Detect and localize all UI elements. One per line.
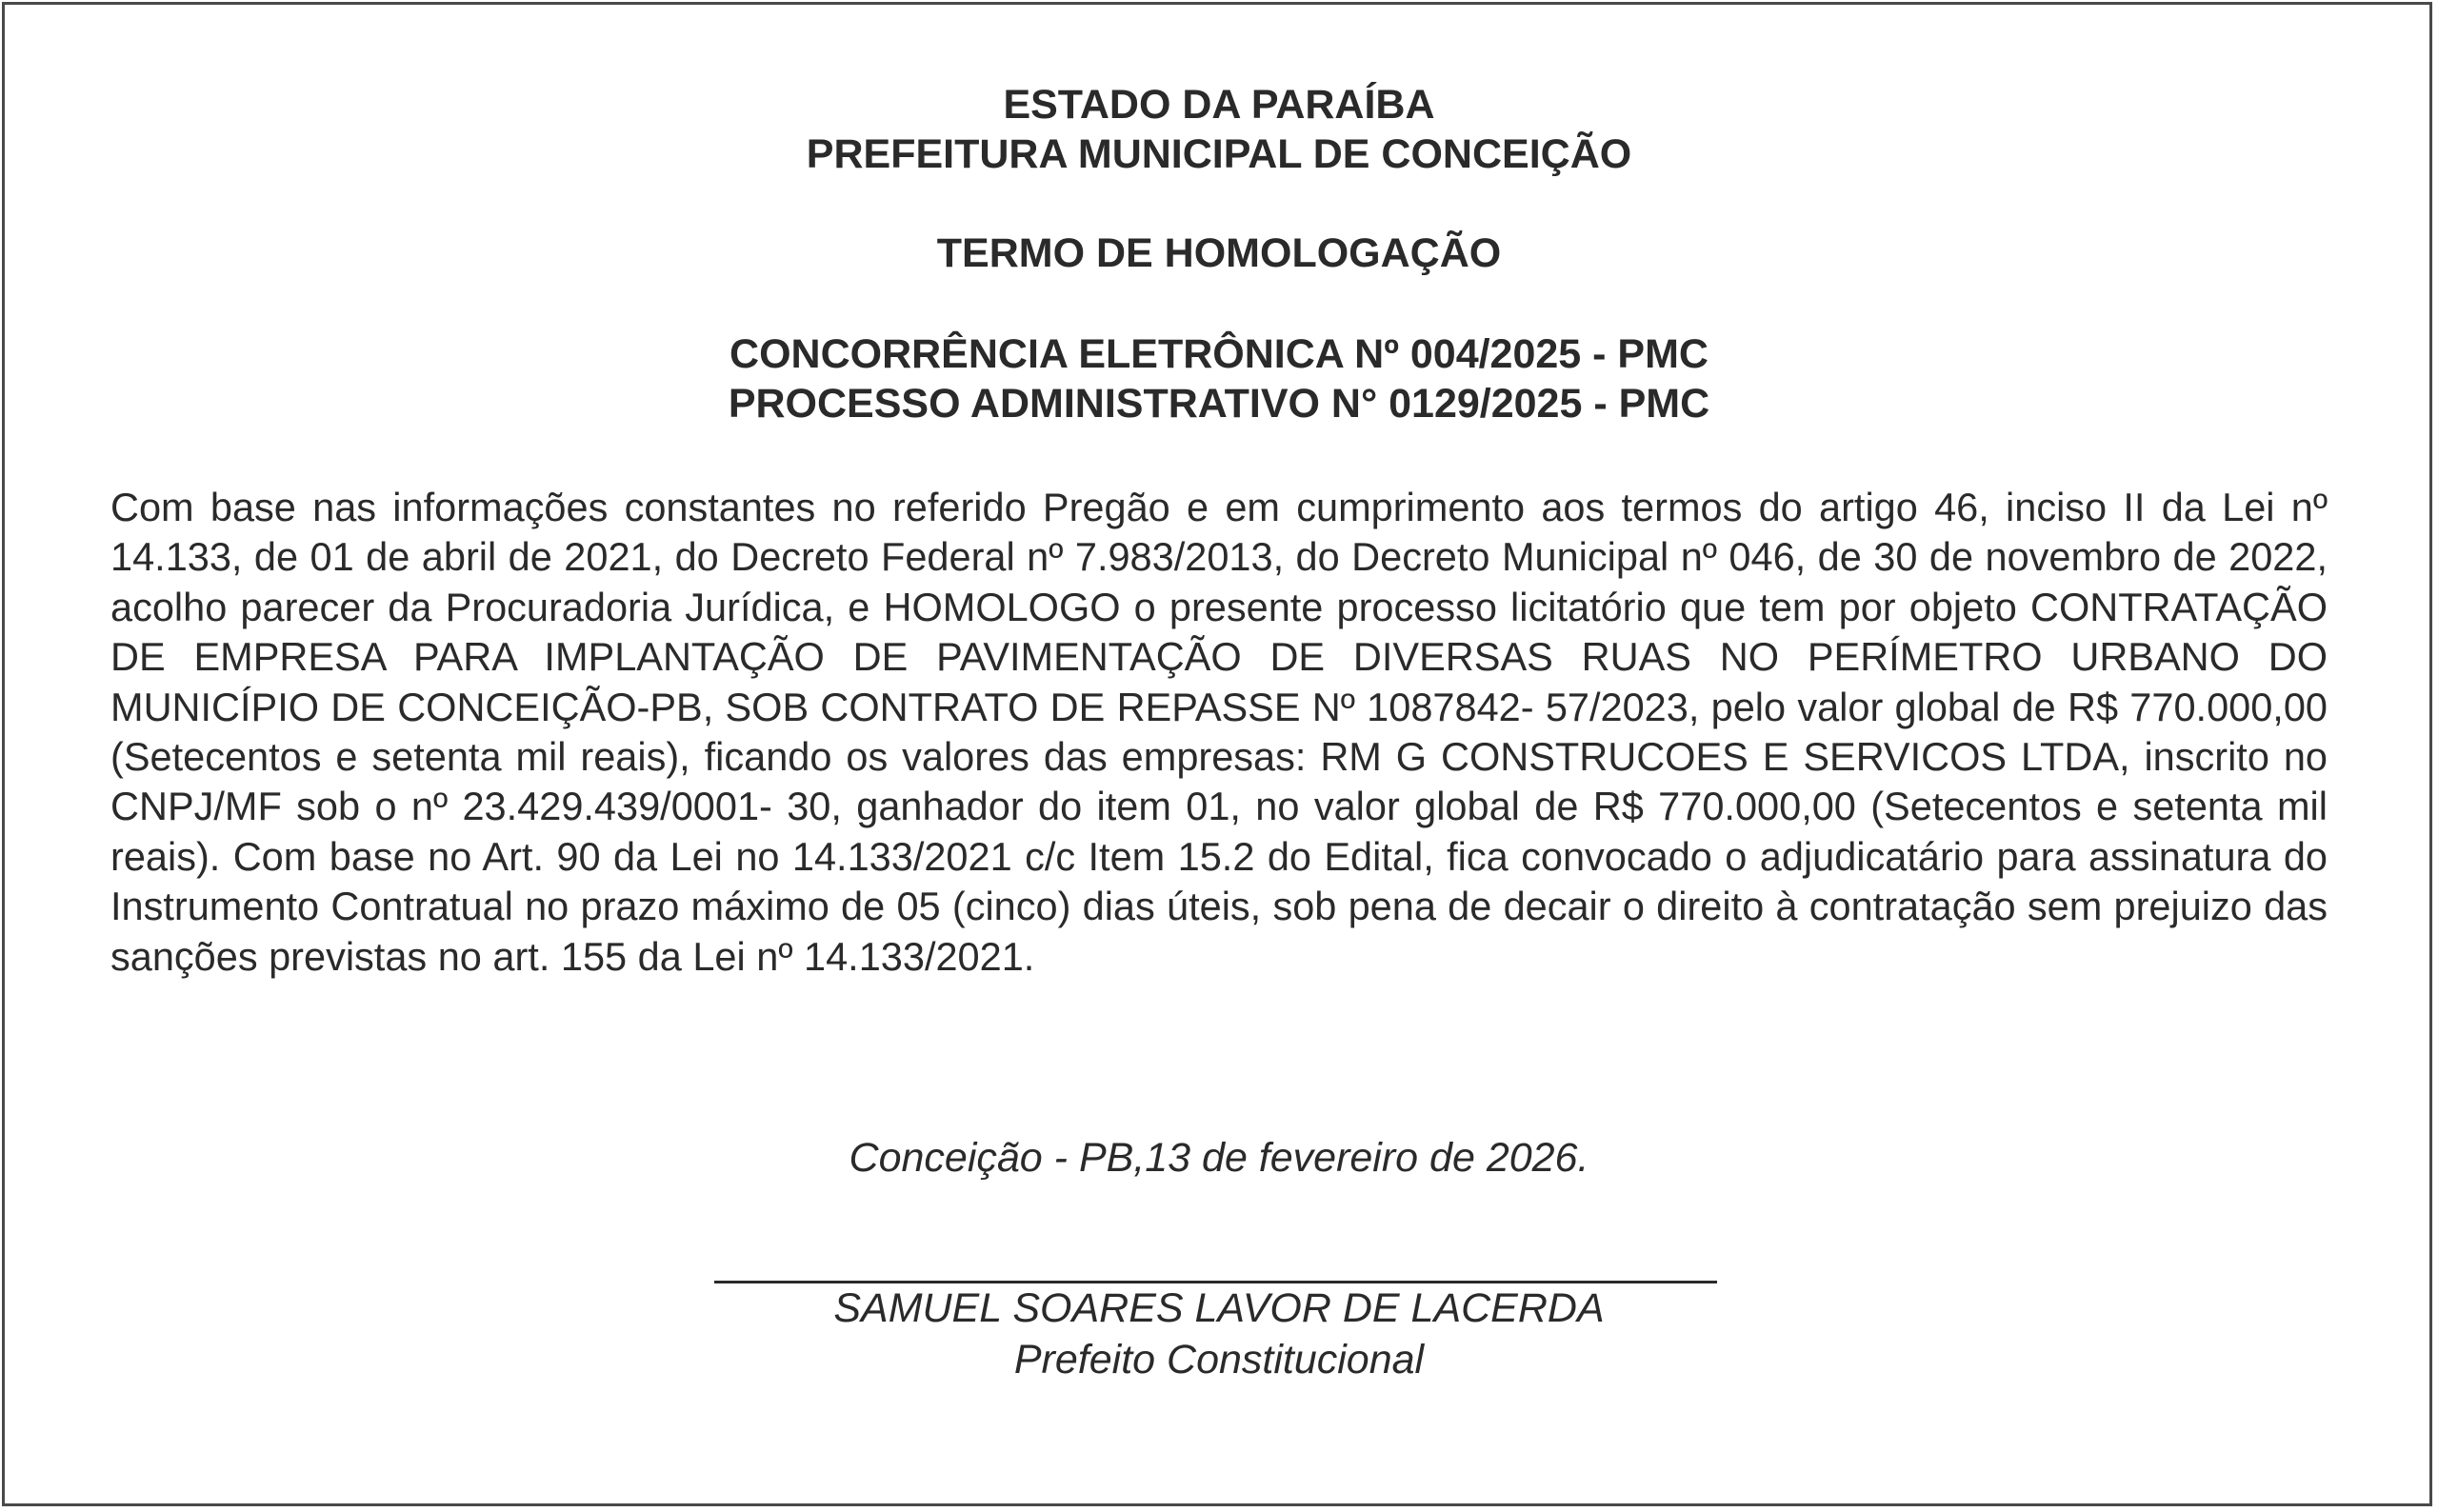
state-heading: ESTADO DA PARAÍBA [1003,82,1435,128]
signer-role: Prefeito Constitucional [1013,1337,1425,1383]
signer-name: SAMUEL SOARES LAVOR DE LACERDA [833,1285,1605,1331]
date-place-line: Conceição - PB,13 de fevereiro de 2026. [849,1135,1589,1181]
document-title: TERMO DE HOMOLOGAÇÃO [936,230,1502,276]
prefeitura-heading: PREFEITURA MUNICIPAL DE CONCEIÇÃO [806,131,1632,177]
processo-reference: PROCESSO ADMINISTRATIVO N° 0129/2025 - PMC [728,381,1710,427]
homologation-body: Com base nas informações constantes no referido Pregão e em cumprimento aos termos do artigo 46, inciso II da Lei nº 14.133, de 01 de abril de 2021, do Decreto Federal nº 7.983/2013, do Decreto Municipal nº 046, de 30 de novembro de 2022, acolho parecer da Procuradoria Jurídica, e HOMOLOGO o presente processo licitatório que tem por objeto CONTRATAÇÃO DE EMPRESA PARA IMPLANTAÇÃO DE PAVIMENTAÇÃO DE DIVERSAS RUAS NO PERÍMETRO URBANO DO MUNICÍPIO DE CONCEIÇÃO-PB, SOB CONTRATO DE REPASSE Nº 1087842- 57/2023, pelo valor global de R$ 770.000,00 (Setecentos e setenta mil reais), ficando os valores das empresas: RM G CONSTRUCOES E SERVICOS LTDA, inscrito no CNPJ/MF sob o nº 23.429.439/0001- 30, ganhador do item 01, no valor global de R$ 770.000,00 (Setecentos e setenta mil reais). Com base no Art. 90 da Lei no 14.133/2021 c/c Item 15.2 do Edital, fica convocado o adjudicatário para assinatura do Instrumento Contratual no prazo máximo de 05 (cinco) dias úteis, sob pena de decair o direito à contratação sem prejuizo das sanções previstas no art. 155 da Lei nº 14.133/2021. [110,485,2328,979]
concorrencia-reference: CONCORRÊNCIA ELETRÔNICA Nº 004/2025 - PMC [729,331,1709,377]
